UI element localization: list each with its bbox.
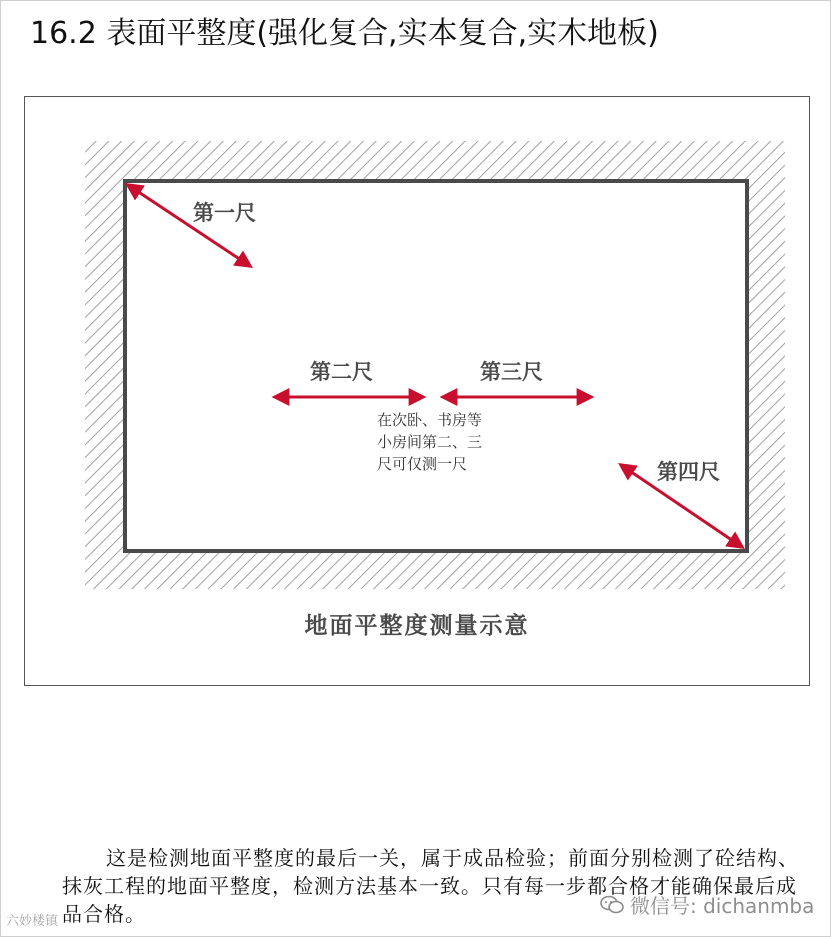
room-boundary <box>125 181 747 551</box>
ruler-4-label: 第四尺 <box>657 459 720 484</box>
description-paragraph: 这是检测地面平整度的最后一关，属于成品检验；前面分别检测了砼结构、抹灰工程的地面平整度，检测方法基本一致。只有每一步都合格才能确保最后成品合格。 <box>62 846 799 926</box>
note-line-1: 在次卧、书房等 <box>377 411 483 429</box>
watermark-left: 六妙楼镇 <box>6 914 59 929</box>
note-line-3: 尺可仅测一尺 <box>377 455 468 473</box>
note-line-2: 小房间第二、三 <box>377 433 483 451</box>
watermark-right-text: 微信号: dichanmba <box>630 894 815 918</box>
watermark-right <box>600 890 814 919</box>
ruler-3-label: 第三尺 <box>480 359 543 384</box>
diagram-caption: 地面平整度测量示意 <box>304 612 530 639</box>
page-title: 16.2 表面平整度(强化复合,实本复合,实木地板) <box>30 16 659 51</box>
ruler-2-label: 第二尺 <box>310 359 373 384</box>
diagram-frame <box>24 96 810 686</box>
floor-flatness-diagram <box>25 97 809 685</box>
wechat-icon <box>600 895 624 915</box>
ruler-1-label: 第一尺 <box>193 200 256 225</box>
